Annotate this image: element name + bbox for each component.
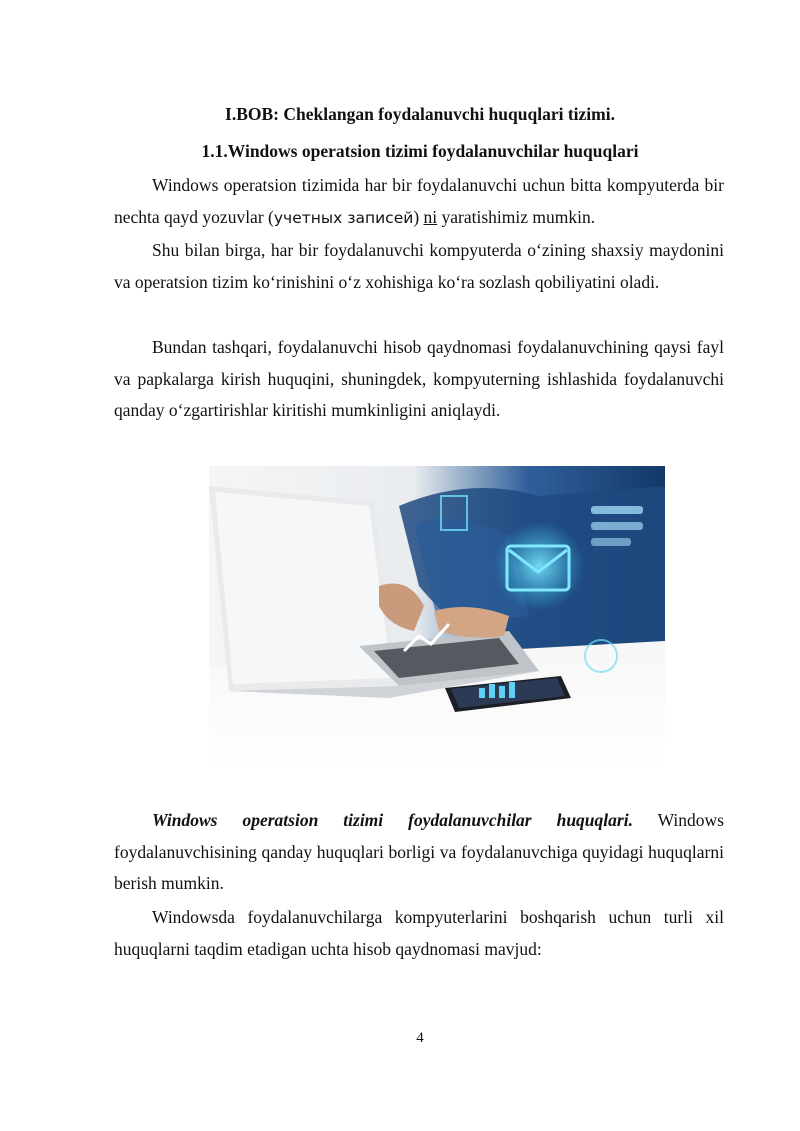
paragraph-4 <box>114 805 724 900</box>
laptop-photo <box>209 466 665 770</box>
paragraph-1-underlined-suffix: ni <box>423 206 438 227</box>
paragraph-4-emphasis: Windows operatsion tizimi foydalanuvchilar huquqlari. <box>152 810 633 830</box>
paragraph-3: Bundan tashqari, foydalanuvchi hisob qaydnomasi foydalanuvchining qaysi fayl va papkalarga kirish huquqini, shuningdek, kompyuterning ishlashida foydalanuvchi qanday o‘zgartirishlar kiritishi mumkinligini aniqlaydi. <box>114 337 724 420</box>
section-title: 1.1.Windows operatsion tizimi foydalanuvchilar huquqlari <box>201 141 639 161</box>
paragraph-4-text: Windows foydalanuvchisining qanday huquqlari borligi va foydalanuvchiga quyidagi huquqlarni berish mumkin. <box>114 810 724 893</box>
page-number: 4 <box>416 1030 424 1046</box>
paragraph-1 <box>114 170 724 234</box>
paragraph-2: Shu bilan birga, har bir foydalanuvchi kompyuterda o‘zining shaxsiy maydonini va operatsion tizim ko‘rinishini o‘z xohishiga ko‘ra sozlash qobiliyatini oladi. <box>114 240 724 292</box>
paragraph-5: Windowsda foydalanuvchilarga kompyuterlarini boshqarish uchun turli xil huquqlarni taqdim etadigan uchta hisob qaydnomasi mavjud: <box>114 907 724 959</box>
paragraph-1-text-b: ) <box>413 206 424 227</box>
paragraph-1-russian-term: учетных записей <box>273 208 414 227</box>
paragraph-1-text-c: yaratishimiz mumkin. <box>437 206 596 227</box>
paragraph-1-text-a: Windows operatsion tizimida har bir foydalanuvchi uchun bitta kompyuterda bir nechta qayd yozuvlar ( <box>114 175 724 227</box>
chapter-title: I.BOB: Cheklangan foydalanuvchi huquqlari tizimi. <box>225 104 615 124</box>
